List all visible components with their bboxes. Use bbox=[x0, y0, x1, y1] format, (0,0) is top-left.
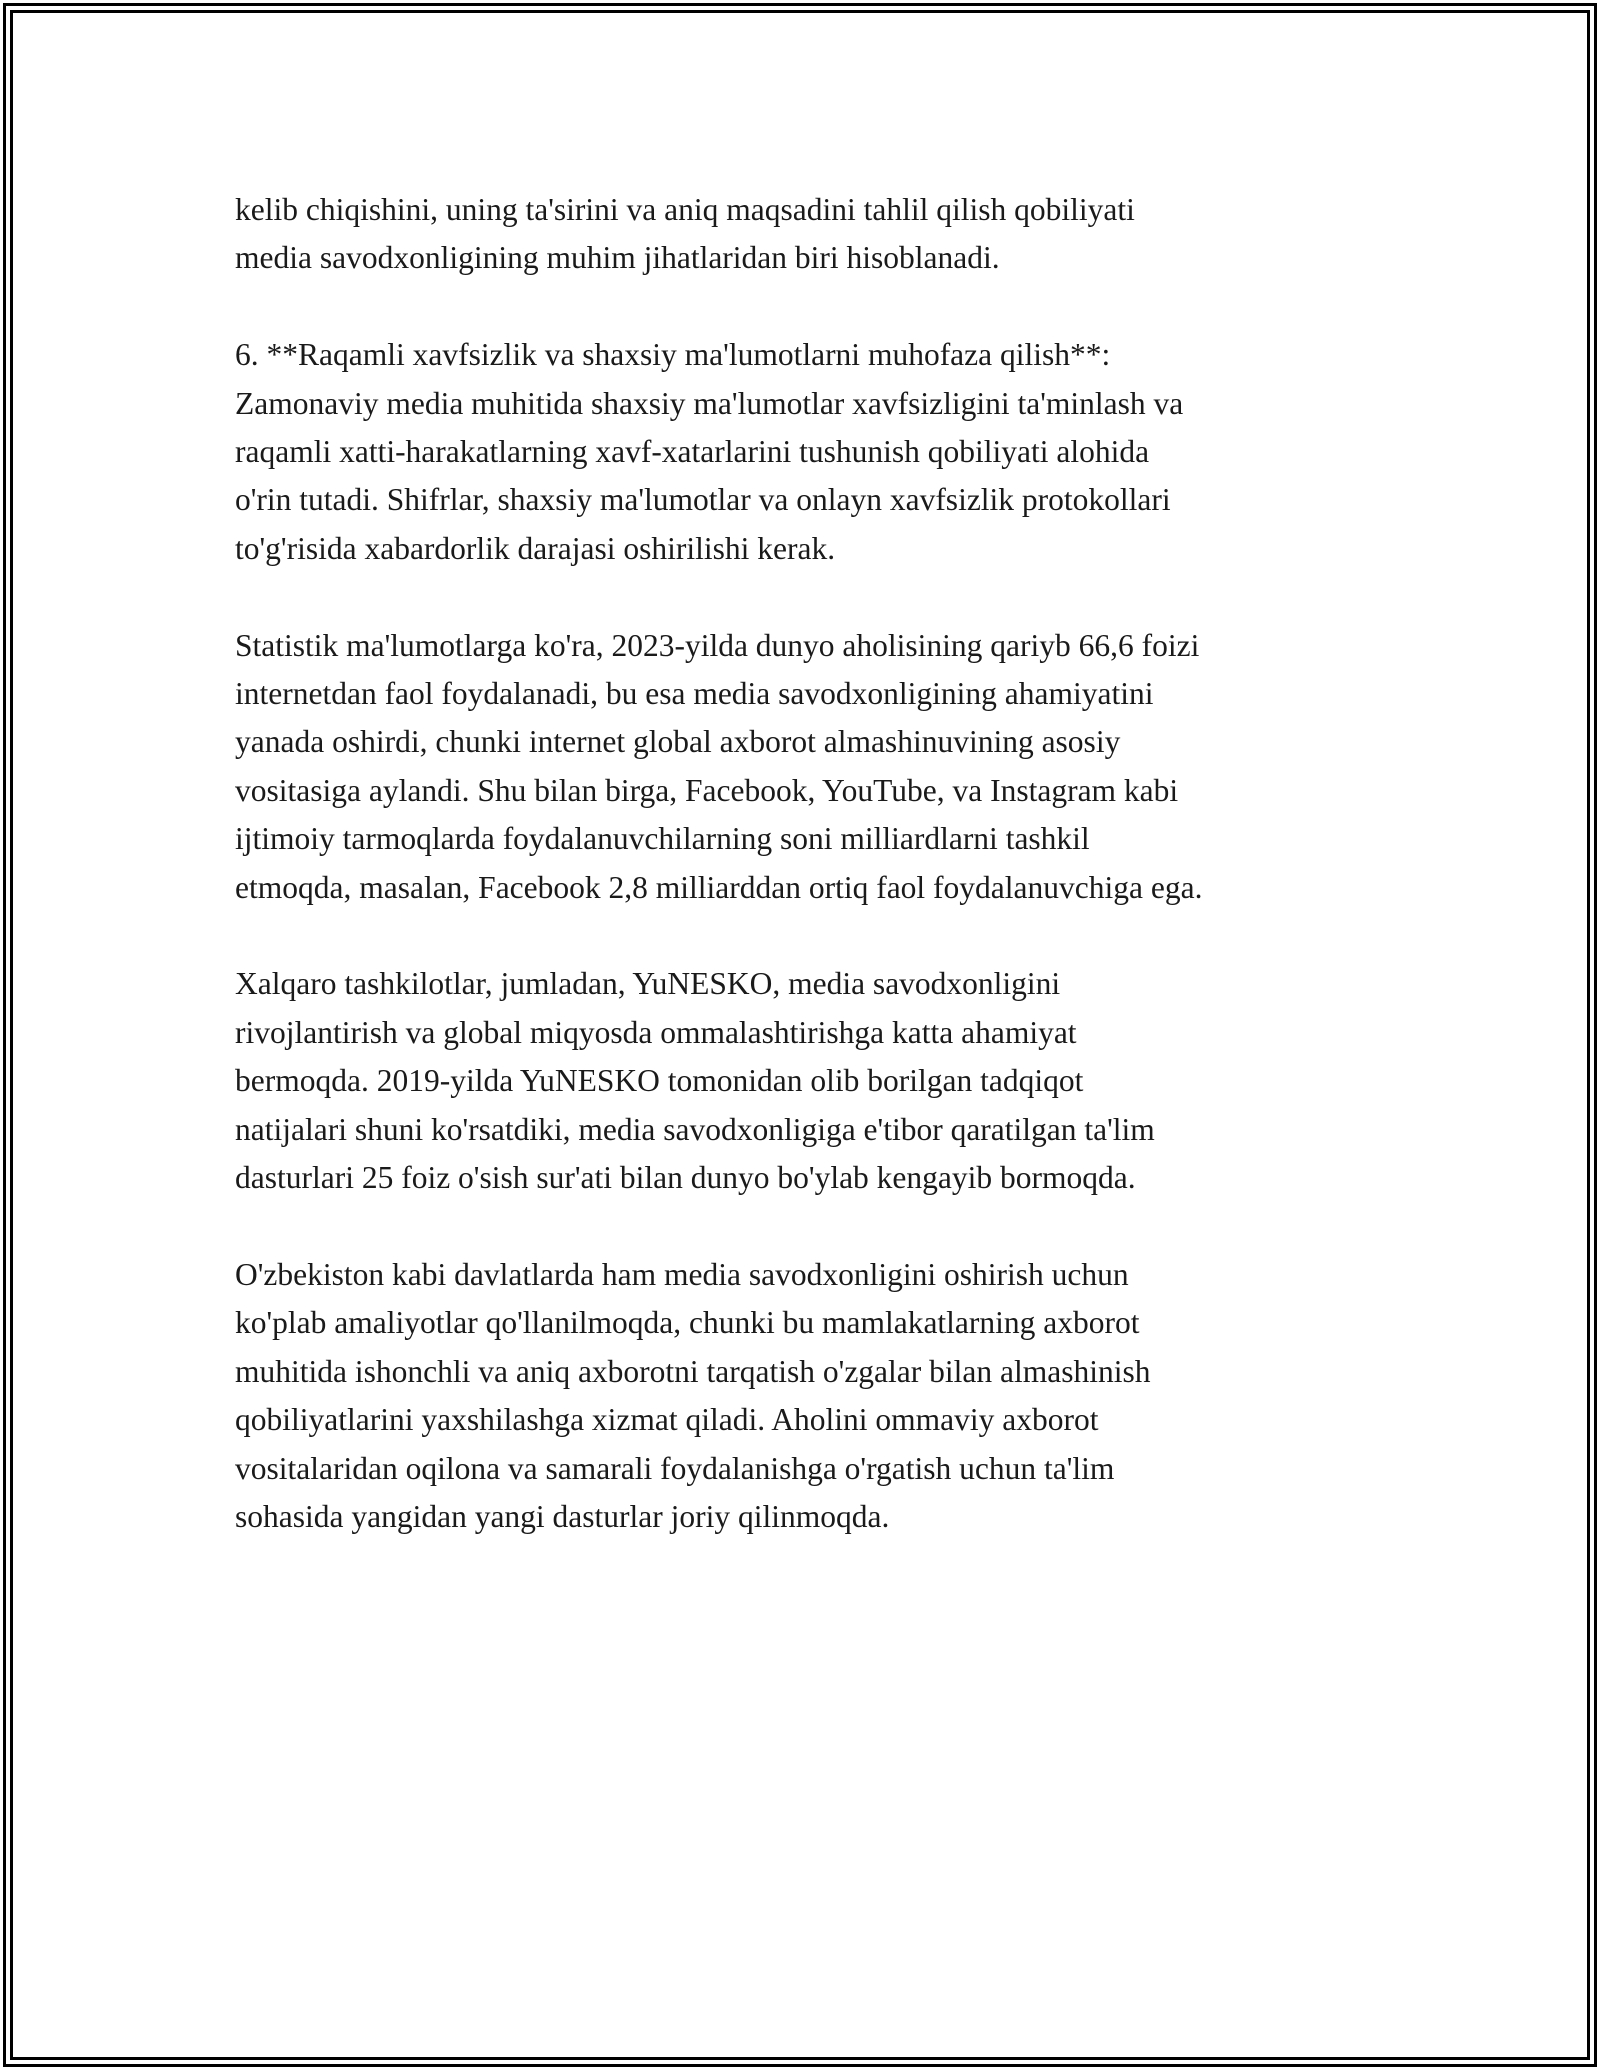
paragraph-4: Xalqaro tashkilotlar, jumladan, YuNESKO, media savodxonligini rivojlantirish va global miqyosda ommalashtirishga katta ahamiyat bermoqda. 2019-yilda YuNESKO tomonidan olib borilgan tadqiqot natijalari shuni ko'rsatdiki, media savodxonligiga e'tibor qaratilgan ta'lim dasturlari 25 foiz o'sish sur'ati bilan dunyo bo'ylab kengayib bormoqda. bbox=[235, 966, 1155, 1196]
paragraph-3: Statistik ma'lumotlarga ko'ra, 2023-yilda dunyo aholisining qariyb 66,6 foizi internetdan faol foydalanadi, bu esa media savodxonligining ahamiyatini yanada oshirdi, chunki internet global axborot almashinuvining asosiy vositasiga aylandi. Shu bilan birga, Facebook, YouTube, va Instagram kabi ijtimoiy tarmoqlarda foydalanuvchilarning soni milliardlarni tashkil etmoqda, masalan, Facebook 2,8 milliarddan ortiq faol foydalanuvchiga ega. bbox=[235, 627, 1203, 905]
paragraph-1: kelib chiqishini, uning ta'sirini va aniq maqsadini tahlil qilish qobiliyati media savodxonligining muhim jihatlaridan biri hisoblanadi. bbox=[235, 192, 1135, 276]
paragraph-5: O'zbekiston kabi davlatlarda ham media savodxonligini oshirish uchun ko'plab amaliyotlar qo'llanilmoqda, chunki bu mamlakatlarning axborot muhitida ishonchli va aniq axborotni tarqatish o'zgalar bilan almashinish qobiliyatlarini yaxshilashga xizmat qiladi. Aholini ommaviy axborot vositalaridan oqilona va samarali foydalanishga o'rgatish uchun ta'lim sohasida yangidan yangi dasturlar joriy qilinmoqda. bbox=[235, 1256, 1151, 1534]
document-body bbox=[235, 186, 1395, 1590]
paragraph-2: 6. **Raqamli xavfsizlik va shaxsiy ma'lumotlarni muhofaza qilish**: Zamonaviy media muhitida shaxsiy ma'lumotlar xavfsizligini ta'minlash va raqamli xatti-harakatlarning xavf-xatarlarini tushunish qobiliyati alohida o'rin tutadi. Shifrlar, shaxsiy ma'lumotlar va onlayn xavfsizlik protokollari to'g'risida xabardorlik darajasi oshirilishi kerak. bbox=[235, 337, 1184, 566]
